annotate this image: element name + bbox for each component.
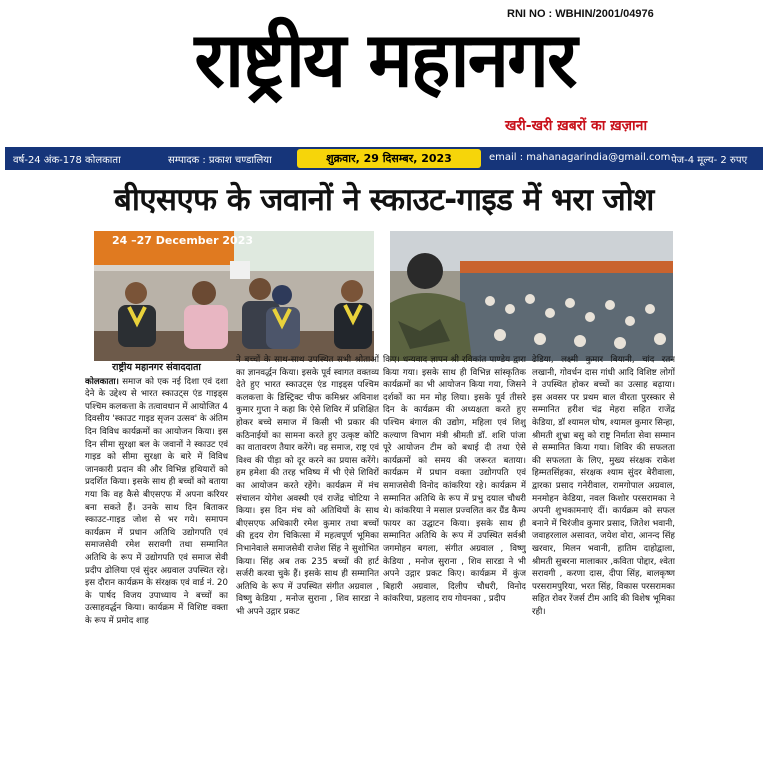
stage-photo: [94, 231, 374, 361]
bsf-photo: [390, 231, 673, 361]
article-column-2: ने बच्चों के साथ-साथ उपस्थित सभी श्रोताओं का ज्ञानवर्द्धन किया। इसके पूर्व स्वागत वक्तव्य देते हुए भारत स्काउट्स एंड गाइड्स पश्चिम कलकत्ता के डिस्ट्रिक्ट चीफ कमिश्नर अविनाश कुमार गुप्ता ने कहा कि ऐसे शिविर में प्रशिक्षित होकर बच्चे समाज में किसी भी प्रकार की कठिनाईयों का सामना करते हुए उत्कृष्ट कोटि का वातावरण तैयार करेंगे। वह समाज, राष्ट्र एवं विश्व की पीड़ा को दूर करने का प्रयास करेंगे। हम हमेशा की तरह भविष्य में भी ऐसे शिविरों का आयोजन करते रहेंगे। कार्यक्रम में मंच संचालन योगेश अवस्थी एवं राजेंद्र चोटिया ने किया। इस दिन मंच को अतिथियों के साथ बीएसएफ अधिकारी रमेश कुमार तथा बच्चों की हृदय रोग चिकित्सा में महत्वपूर्ण भूमिका निभानेवाले समाजसेवी राजेश सिंह ने सुशोभित किया। सिंह अब तक 235 बच्चों की हार्ट सर्जरी करवा चुके हैं। इसके साथ ही सम्मानित अतिथि के रूप में उपस्थित संगीत अग्रवाल , विष्णु केडिया , मनोज सुराना , शिव सारडा ने भी अपने उद्गार प्रकट: [236, 355, 379, 617]
dateline: कोलकाता।: [85, 376, 119, 387]
byline: राष्ट्रीय महानगर संवाददाता: [112, 362, 201, 373]
page-price-info: पेज-4 मूल्य- 2 रुपए: [671, 155, 748, 166]
masthead-title: राष्ट्रीय महानगर: [194, 15, 576, 104]
bsf-photo-illustration: [390, 231, 673, 361]
info-bar: [5, 147, 763, 170]
photo-banner-text: 24 –27 December 2023: [112, 234, 254, 247]
issue-date: शुक्रवार, 29 दिसम्बर, 2023: [297, 149, 481, 168]
edition-info: वर्ष-24 अंक-178 कोलकाता: [13, 155, 121, 166]
article-column-3: किए। धन्यवाद ज्ञापन श्री रविकांत पाण्डेय द्वारा किया गया। इसके साथ ही विभिन्न सांस्कृतिक कार्यक्रमों का भी आयोजन किया गया, जिसने दर्शकों का मन मोह लिया। इसके पूर्व तीसरे दिन के कार्यक्रम की अध्यक्षता करते हुए पश्चिम बंगाल की उद्योग, महिला एवं शिशु कल्याण विभाग मंत्री श्रीमती डॉ. शशि पांजा पूरे आयोजन टीम को बधाई दी तथा ऐसे कार्यक्रमों को समय की जरूरत बताया। कार्यक्रम में प्रधान वक्ता उद्योगपति एवं समाजसेवी विनोद कांकरिया रहे। कार्यक्रम में सम्मानित अतिथि के रूप में प्रभु दयाल चौधरी थे। कांकरिया ने मसाल प्रज्वलित कर ग्रैंड कैम्प फायर का उद्घाटन किया। इसके साथ ही सम्मानित अतिथि के रूप में उपस्थित सर्वश्री जगमोहन बगला, संगीत अग्रवाल , विष्णु केडिया , मनोज सुराना , शिव सारडा ने भी अपने उद्गार प्रकट किए। कार्यक्रम में कुंज बिहारी अग्रवाल, दिलीप चौधरी, विनोद कांकरिया, प्रहलाद राय गोयनका , प्रदीप: [383, 355, 526, 605]
article-column-1: [85, 362, 228, 762]
stage-photo-illustration: [94, 231, 374, 361]
email-info: email : mahanagarindia@gmail.com: [489, 152, 671, 163]
rni-number: RNI NO : WBHIN/2001/04976: [507, 8, 654, 20]
column-1-text: समाज को एक नई दिशा एवं दशा देने के उद्देश्य से भारत स्काउट्स एंड गाइड्स पश्चिम कलकत्ता के तत्वावधान में आयोजित 4 दिवसीय 'स्काउट गाइड सृजन उत्सव' के अंतिम दिन विविध कार्यक्रमों का आयोजन किया। इस दिन सीमा सुरक्षा बल के जवानों ने स्काउट एवं गाइड को सीमा सुरक्षा के बारे में विविध जानकारी प्रदान की और विभिन्न हथियारों को प्रदर्शित किया। इसके साथ ही बच्चों को बताया गया कि वह कैसे बीएसएफ में अपना करियर बना सकते हैं। उनके साथ दिन बिताकर स्काउट-गाइड जोश से भर गये। समापन कार्यक्रम में प्रधान अतिथि उद्योगपति एवं समाजसेवी रमेश सरावगी तथा सम्मानित अतिथि के रूप में उद्योगपति एवं समाज सेवी प्रदीप ढोलिया एवं सुंदर अग्रवाल उपस्थित रहे। इस दौरान कार्यक्रम के संरक्षक एवं वार्ड नं. 20 के पार्षद विजय उपाध्याय ने बच्चों का उत्साहवर्द्धन किया। कार्यक्रम में विशिष्ट वक्ता के रूप में प्रमोद शाह: [85, 376, 228, 626]
article-body: [85, 355, 675, 762]
editor-info: सम्पादक : प्रकाश चण्डालिया: [168, 155, 272, 166]
article-column-4: ढेडिया, लक्ष्मी कुमार बियानी, चांद रतन लखानी, गोवर्धन दास गांधी आदि विशिष्ट लोगों ने उपस्थित होकर बच्चों का उत्साह बढ़ाया। इस अवसर पर प्रथम बाल वीरता पुरस्कार से सम्मानित हरीश चंद्र मेहरा सहित राजेंद्र केडिया, डॉ श्यामल घोष, श्यामल कुमार सिन्हा, श्रीमती शुभ्रा बसु को राष्ट्र निर्माता सेवा सम्मान से सम्मानित किया गया। शिविर की सफलता की सफलता के लिए, मुख्य संरक्षक राकेश हिम्मतसिंहका, संरक्षक श्याम सुंदर बेरीवाला, द्वारका प्रसाद गनेरीवाल, रामगोपाल अग्रवाल, मनमोहन केडिया, नवल किशोर परसरामका ने अपनी शुभकामनाएं दीं। कार्यक्रम को सफल बनाने में चिरंजीव कुमार प्रसाद, जितेश भवानी, जवाहरलाल असावत, जयेश वोरा, आनन्द सिंह खरवार, मिलन भवानी, हातिम दाहोद्वाला, श्रीमती सुबरना मालाकार ,कविता पोद्दार, श्वेता सरावगी , करणा दास, दीपा सिंह, बालकृष्ण परसरामपुरिया, भरत सिंह, विकास परसरामका सहित रोवर रेंजर्स टीम आदि की विशेष भूमिका रही।: [532, 355, 675, 617]
article-headline: बीएसएफ के जवानों ने स्काउट-गाइड में भरा जोश: [114, 182, 654, 218]
tagline: खरी-खरी ख़बरों का ख़ज़ाना: [505, 118, 648, 134]
